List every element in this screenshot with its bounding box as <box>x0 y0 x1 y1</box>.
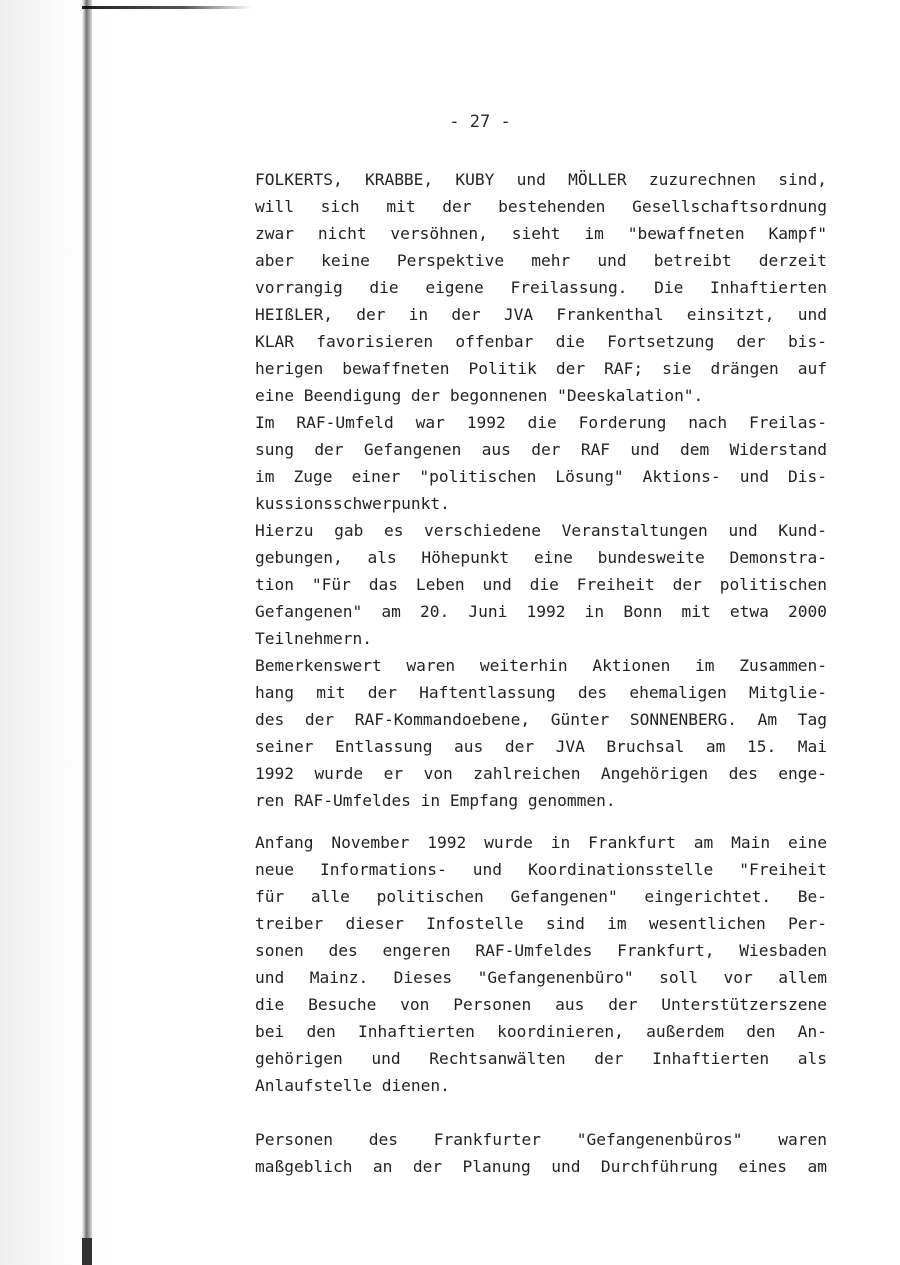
text-line: hang mit der Haftentlassung des ehemaligen Mitglie- <box>255 683 827 702</box>
text-line: HEIßLER, der in der JVA Frankenthal einsitzt, und <box>255 305 827 324</box>
page-bottom-edge-shadow <box>82 1238 92 1265</box>
text-line: sonen des engeren RAF-Umfeldes Frankfurt, Wiesbaden <box>255 941 827 960</box>
text-line: kussionsschwerpunkt. <box>255 494 450 513</box>
text-line: FOLKERTS, KRABBE, KUBY und MÖLLER zuzurechnen sind, <box>255 170 827 189</box>
text-line: Gefangenen" am 20. Juni 1992 in Bonn mit etwa 2000 <box>255 602 827 621</box>
page-number: - 27 - <box>449 112 511 132</box>
paragraph-block-3 <box>255 1126 827 1180</box>
paragraph-block-2 <box>255 829 827 1099</box>
text-line: bei den Inhaftierten koordinieren, außerdem den An- <box>255 1022 827 1041</box>
text-line: seiner Entlassung aus der JVA Bruchsal am 15. Mai <box>255 737 827 756</box>
text-line: des der RAF-Kommandoebene, Günter SONNENBERG. Am Tag <box>255 710 827 729</box>
text-line: im Zuge einer "politischen Lösung" Aktions- und Dis- <box>255 467 827 486</box>
text-line: sung der Gefangenen aus der RAF und dem Widerstand <box>255 440 827 459</box>
text-line: treiber dieser Infostelle sind im wesentlichen Per- <box>255 914 827 933</box>
text-line: herigen bewaffneten Politik der RAF; sie drängen auf <box>255 359 827 378</box>
binding-shadow <box>82 0 92 1265</box>
text-line: die Besuche von Personen aus der Unterstützerszene <box>255 995 827 1014</box>
text-line: aber keine Perspektive mehr und betreibt derzeit <box>255 251 827 270</box>
text-line: ren RAF-Umfeldes in Empfang genommen. <box>255 791 616 810</box>
paragraph-block-1 <box>255 166 827 814</box>
text-line: will sich mit der bestehenden Gesellschaftsordnung <box>255 197 827 216</box>
text-line: Teilnehmern. <box>255 629 372 648</box>
page-top-edge-shadow <box>82 6 252 9</box>
text-line: gehörigen und Rechtsanwälten der Inhaftierten als <box>255 1049 827 1068</box>
text-line: eine Beendigung der begonnenen "Deeskalation". <box>255 386 704 405</box>
text-line: Anfang November 1992 wurde in Frankfurt am Main eine <box>255 833 827 852</box>
text-line: gebungen, als Höhepunkt eine bundesweite Demonstra- <box>255 548 827 567</box>
text-line: Hierzu gab es verschiedene Veranstaltungen und Kund- <box>255 521 827 540</box>
text-line: Im RAF-Umfeld war 1992 die Forderung nach Freilas- <box>255 413 827 432</box>
text-line: Personen des Frankfurter "Gefangenenbüros" waren <box>255 1130 827 1149</box>
text-line: vorrangig die eigene Freilassung. Die Inhaftierten <box>255 278 827 297</box>
text-line: 1992 wurde er von zahlreichen Angehörigen des enge- <box>255 764 827 783</box>
text-line: tion "Für das Leben und die Freiheit der politischen <box>255 575 827 594</box>
text-line: und Mainz. Dieses "Gefangenenbüro" soll vor allem <box>255 968 827 987</box>
text-line: zwar nicht versöhnen, sieht im "bewaffneten Kampf" <box>255 224 827 243</box>
text-line: KLAR favorisieren offenbar die Fortsetzung der bis- <box>255 332 827 351</box>
text-line: für alle politischen Gefangenen" eingerichtet. Be- <box>255 887 827 906</box>
text-line: maßgeblich an der Planung und Durchführung eines am <box>255 1157 827 1176</box>
text-line: Bemerkenswert waren weiterhin Aktionen im Zusammen- <box>255 656 827 675</box>
text-line: Anlaufstelle dienen. <box>255 1076 450 1095</box>
text-line: neue Informations- und Koordinationsstelle "Freiheit <box>255 860 827 879</box>
